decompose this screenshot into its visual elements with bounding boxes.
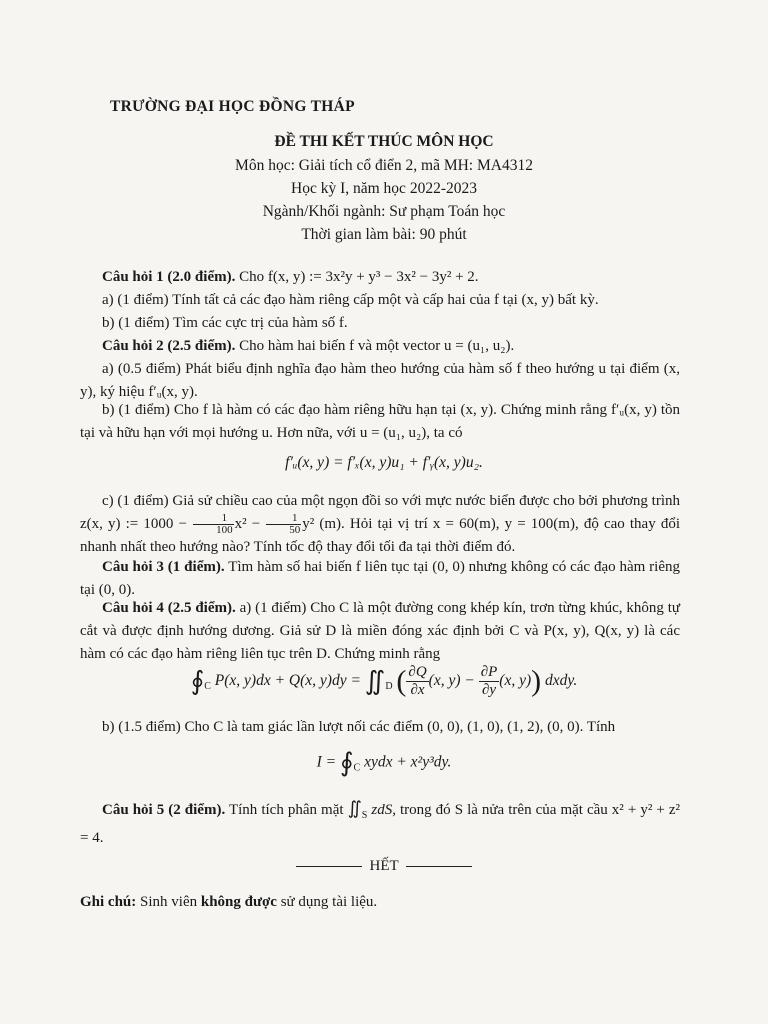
question-1 xyxy=(80,266,680,289)
note-end: sử dụng tài liệu. xyxy=(280,894,378,910)
question-5-label: Câu hỏi 5 (2 điểm). xyxy=(102,802,226,818)
question-2c-end: y² (m). Hỏi tại vị trí x = 60(m), y = 100(m), độ cao thay đổi nhanh nhất theo hướng nào? Tính tốc độ thay đổi tối đa tại thời điểm đó. xyxy=(80,516,680,556)
question-4a: a) (1 điểm) Cho C là một đường cong khép kín, trơn từng khúc, không tự cắt và được định hướng dương. Giả sử D là miền đóng xác định bởi C và P(x, y), Q(x, y) là các hàm có các đạo hàm riêng liên tục trên D. Chứng minh rằng xyxy=(80,600,681,662)
question-4b: b) (1.5 điểm) Cho C là tam giác lần lượt nối các điểm (0, 0), (1, 0), (1, 2), (0, 0). Tính xyxy=(102,719,616,735)
question-5-integrand: zdS, xyxy=(371,802,396,818)
question-5-text-start: Tính tích phân mặt xyxy=(228,802,344,818)
partial-q-x: $\frac{\partial Q}{\partial x}$ xyxy=(408,664,427,698)
end-rule-right xyxy=(406,866,472,867)
line-integral-formula: $I = ∮_C$ xydx + x²y³dy. xyxy=(316,748,452,777)
question-2c-start: c) (1 điểm) Giả sử chiều cao của một ngọn đồi so với mực nước biển được cho bởi phương trình z(x, y) := 1000 − xyxy=(80,493,680,532)
double-integral-symbol: ∬ xyxy=(364,666,386,696)
major-line: Ngành/Khối ngành: Sư phạm Toán học xyxy=(262,203,506,220)
integral-rhs: xydx + x²y³dy. xyxy=(364,753,452,771)
question-2-intro: Cho hàm hai biến f và một vector u = (u₁, u₂). xyxy=(239,338,515,354)
note xyxy=(80,891,680,914)
question-4-label: Câu hỏi 4 (2.5 điểm). xyxy=(102,600,236,616)
fraction-1-50: $\frac{1}{50}$ xyxy=(266,513,301,536)
integral-lhs: I = xyxy=(316,753,337,771)
surface-integral-symbol: ∬ xyxy=(347,798,362,818)
green-theorem-formula: $∮_C$ P(x, y)dx + Q(x, $y)dy = ∬_D$ ( $\frac{\partial Q}{\partial x}$ (x, y) − $\frac{\partial P}{\partial y}$ (x, y)) dxdy. xyxy=(190,664,578,698)
question-2c-mid: x² − xyxy=(234,516,266,532)
contour-integral-symbol: ∮ xyxy=(190,666,205,696)
fraction-1-100: $\frac{1}{100}$ xyxy=(193,513,234,536)
duration-line: Thời gian làm bài: 90 phút xyxy=(301,226,467,243)
directional-derivative-formula: f′ᵤ(x, y) = f′ₓ(x, y)u₁ + f′ᵧ(x, y)u₂. xyxy=(285,454,483,471)
note-label: Ghi chú: xyxy=(80,894,137,910)
green-mid1: (x, y) − xyxy=(428,672,475,690)
question-2 xyxy=(80,335,680,358)
school-name: TRƯỜNG ĐẠI HỌC ĐỒNG THÁP xyxy=(110,98,355,115)
note-bold: không được xyxy=(200,894,277,910)
question-2-label: Câu hỏi 2 (2.5 điểm). xyxy=(102,338,236,354)
question-1a: a) (1 điểm) Tính tất cả các đạo hàm riêng cấp một và cấp hai của f tại (x, y) bất kỳ. xyxy=(102,292,599,308)
note-start: Sinh viên xyxy=(140,894,198,910)
question-5: Câu hỏi 5 (2 điểm). Tính tích phân mặt $∬_S$ zdS, trong đó S là nửa trên của mặt cầu x² + y² + z² = 4. xyxy=(80,798,680,846)
question-2c xyxy=(80,490,680,559)
end-rule-left xyxy=(296,866,362,867)
question-3 xyxy=(80,556,680,602)
question-3-label: Câu hỏi 3 (1 điểm). xyxy=(102,559,225,575)
end-text: HẾT xyxy=(369,858,399,874)
question-4 xyxy=(80,597,680,666)
question-3-text: Tìm hàm số hai biến f liên tục tại (0, 0) nhưng không có các đạo hàm riêng tại (0, 0). xyxy=(80,559,680,598)
question-5-text-end: trong đó S là nửa trên của mặt cầu x² + y² + z² = 4. xyxy=(80,802,680,846)
question-2b: b) (1 điểm) Cho f là hàm có các đạo hàm riêng hữu hạn tại (x, y). Chứng minh rằng f′ᵤ(x, y) tồn tại và hữu hạn với mọi hướng u. Hơn nữa, với u = (u₁, u₂), ta có xyxy=(80,402,680,441)
green-mid2: (x, y) xyxy=(499,672,532,690)
question-2a: a) (0.5 điểm) Phát biểu định nghĩa đạo hàm theo hướng của hàm số f theo hướng u tại điểm (x, y), ký hiệu f′ᵤ(x, y). xyxy=(80,361,680,400)
question-1b: b) (1 điểm) Tìm các cực trị của hàm số f. xyxy=(102,315,348,331)
semester-line: Học kỳ I, năm học 2022-2023 xyxy=(291,180,477,197)
exam-title: ĐỀ THI KẾT THÚC MÔN HỌC xyxy=(274,133,494,150)
green-left: P(x, y)dx + Q(x, y)dy = xyxy=(214,672,361,690)
end-mark xyxy=(0,858,768,875)
question-1-label: Câu hỏi 1 (2.0 điểm). xyxy=(102,269,236,285)
course-line: Môn học: Giải tích cổ điển 2, mã MH: MA4312 xyxy=(235,157,533,174)
green-end: dxdy. xyxy=(545,672,578,690)
partial-p-y: $\frac{\partial P}{\partial y}$ xyxy=(480,664,498,698)
question-1-intro: Cho f(x, y) := 3x²y + y³ − 3x² − 3y² + 2. xyxy=(239,269,479,285)
contour-integral-symbol-2: ∮ xyxy=(339,748,354,777)
